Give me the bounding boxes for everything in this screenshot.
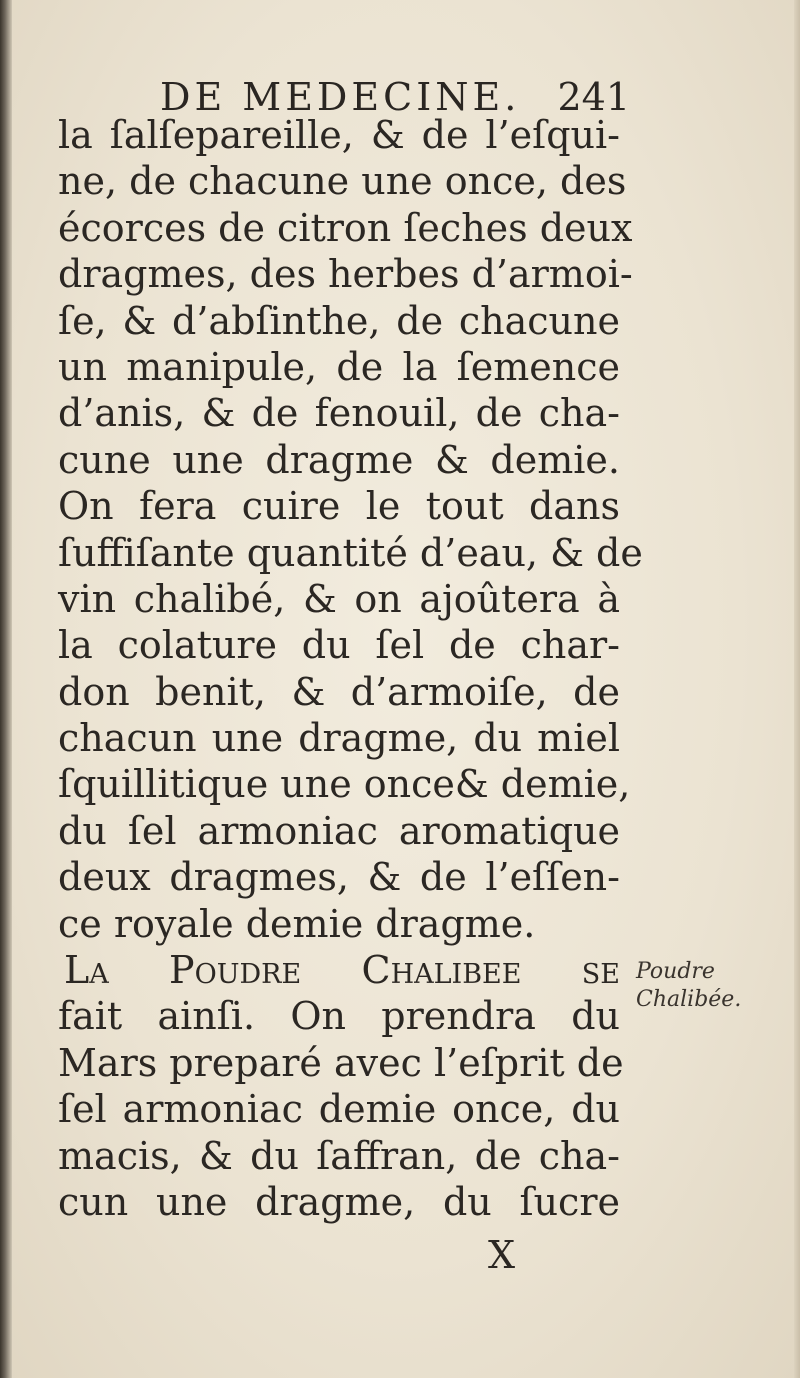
text-line: la ſalſepareille, & de l’eſqui- [58,113,620,157]
text-line: La Poudre Chalibee ſe [64,948,620,993]
page-edge [794,0,800,1378]
margin-note-line: Chalibée. [636,987,742,1012]
book-spine-shadow [0,0,12,1378]
text-line: cun une dragme, du ſucre [58,1179,620,1224]
text-line: On fera cuire le tout dans [58,484,620,529]
page-number: 241 [557,75,630,119]
margin-note [636,958,786,1014]
text-line: la colature du ſel de char- [58,623,620,668]
signature-mark: X [488,1233,516,1277]
text-line: ſuffiſante quantité d’eau, & de [58,530,643,575]
margin-note-line: Poudre [636,959,715,984]
text-line: d’anis, & de fenouil, de cha- [58,391,620,436]
text-line: ſe, & d’abſinthe, de chacune [58,298,620,343]
text-line: ce royale demie dragme. [58,901,536,946]
text-line: dragmes, des herbes d’armoi- [58,252,633,297]
text-line: macis, & du ſaffran, de cha- [58,1133,620,1178]
text-line: cune une dragme & demie. [58,437,620,482]
body-text [58,112,643,1225]
text-line: fait ainſi. On prendra du [58,994,620,1039]
text-line: chacun une dragme, du miel [58,716,620,761]
text-line: vin chalibé, & on ajoûtera à [58,576,620,621]
text-line: ſel armoniac demie once, du [58,1087,620,1132]
text-line: écorces de citron ſeches deux [58,205,633,250]
text-line: du ſel armoniac aromatique [58,808,620,853]
text-line: un manipule, de la ſemence [58,344,620,389]
running-head: DE MEDECINE. [160,75,521,119]
text-line: ne, de chacune une once, des [58,159,627,204]
text-line: Mars preparé avec l’eſprit de [58,1040,624,1085]
text-line: don benit, & d’armoiſe, de [58,669,620,714]
text-line: deux dragmes, & de l’eſſen- [58,855,620,900]
text-line: ſquillitique une once& demie, [58,762,631,807]
